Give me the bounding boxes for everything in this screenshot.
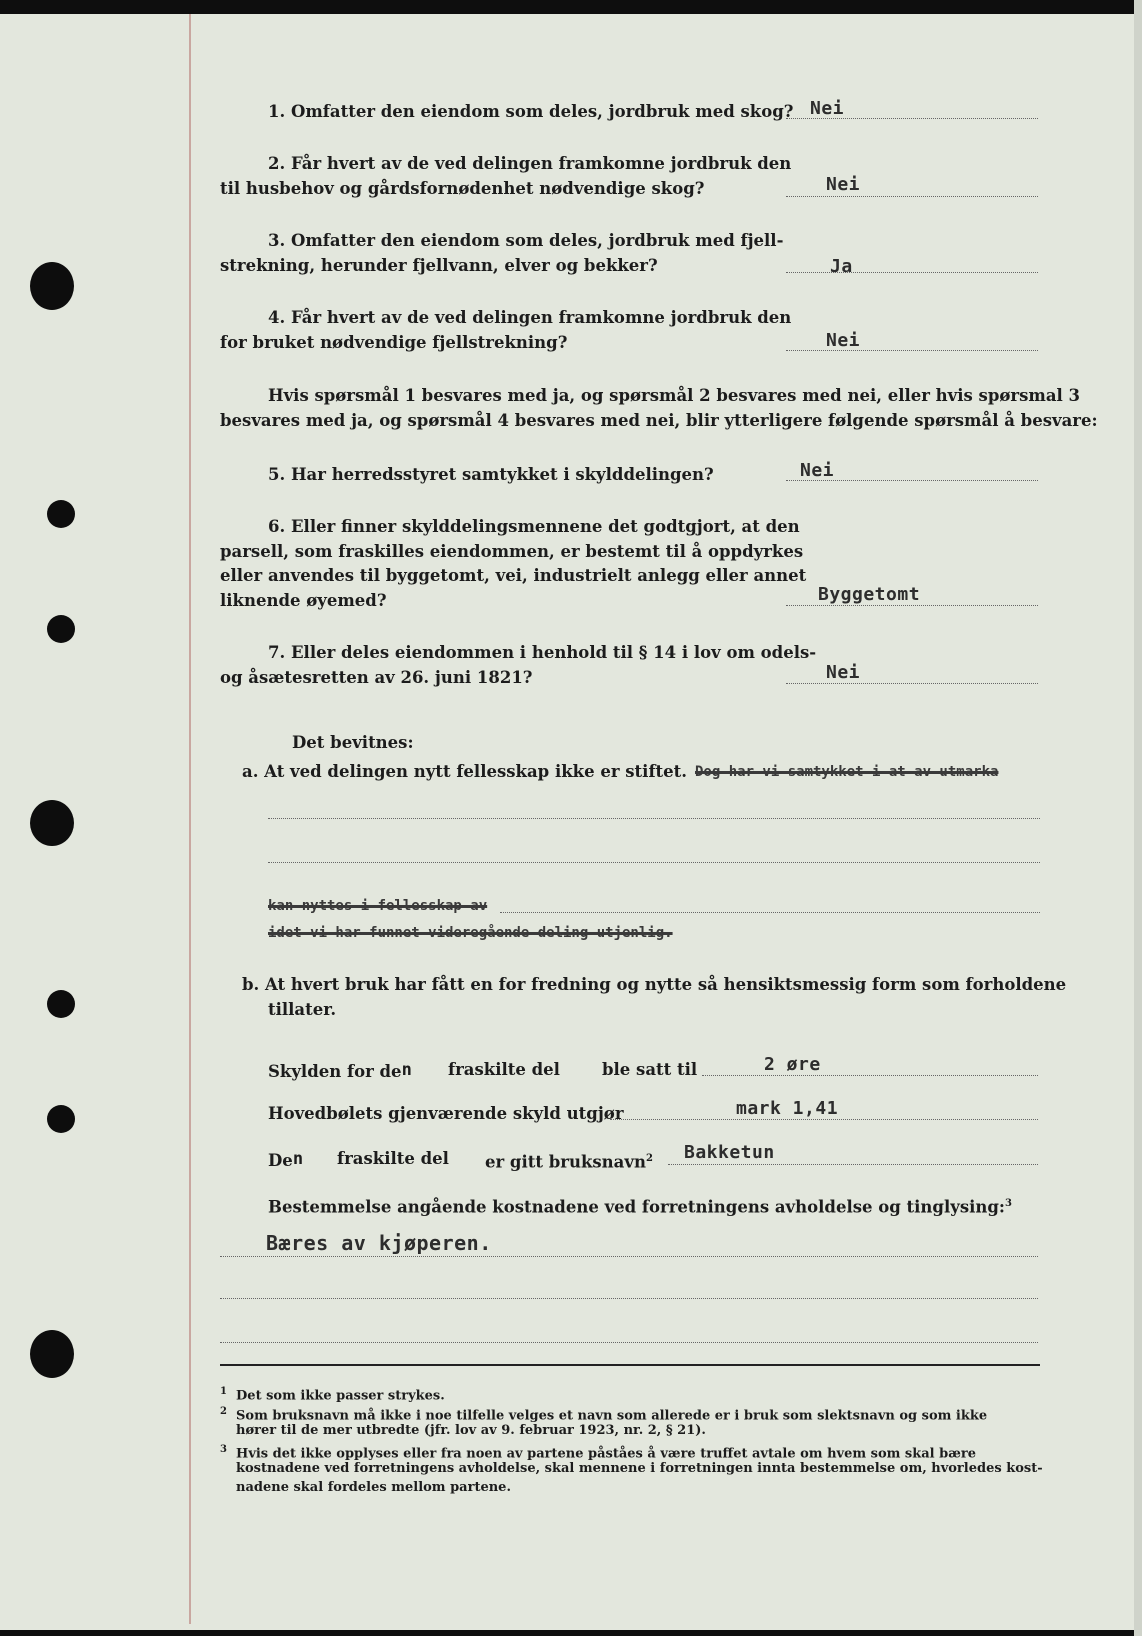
kostnader-value: Bæres av kjøperen.	[266, 1231, 492, 1255]
blank-line	[220, 1298, 1038, 1299]
skyld-label-3: Den	[268, 1149, 304, 1170]
answer-7: Nei	[826, 662, 861, 683]
skyld-label-3c: er gitt bruksnavn$^2$	[485, 1152, 653, 1172]
footnote-2-line1: $^2$ Som bruksnavn må ikke i noe tilfelle velges et navn som allerede er i bruk som slektsnavn og som ikke	[220, 1406, 988, 1424]
skyld-label-1c: ble satt til	[602, 1060, 698, 1079]
blank-line	[220, 1342, 1038, 1343]
question-4-line2: for bruket nødvendige fjellstrekning?	[220, 333, 568, 352]
answer-line	[786, 605, 1038, 606]
skyld-label-3b: fraskilte del	[337, 1149, 449, 1168]
answer-line	[786, 683, 1038, 684]
punch-hole	[47, 1105, 75, 1133]
footnote-3-line2: kostnadene ved forretningens avholdelse, skal mennene i forretningen innta bestemmelse om, hvorledes kost-	[236, 1461, 1043, 1476]
answer-5: Nei	[800, 460, 835, 481]
intro-line2: besvares med ja, og spørsmål 4 besvares med nei, blir ytterligere følgende spørsmål å besvare:	[220, 411, 1098, 430]
punch-hole	[47, 615, 75, 643]
footnote-3-line1: $^3$ Hvis det ikke opplyses eller fra noen av partene påståes å være truffet avtale om hvem som skal bære	[220, 1444, 977, 1462]
margin-line	[189, 14, 191, 1624]
question-5: 5. Har herredsstyret samtykket i skylddelingen?	[268, 465, 714, 484]
answer-3: Ja	[830, 256, 853, 277]
question-2-line2: til husbehov og gårdsfornødenhet nødvendige skog?	[220, 179, 705, 198]
answer-line	[668, 1164, 1038, 1165]
scan-right-edge	[1134, 0, 1142, 1636]
question-6-line3: eller anvendes til byggetomt, vei, industrielt anlegg eller annet	[220, 566, 807, 585]
blank-line	[268, 818, 1040, 819]
punch-hole	[30, 262, 74, 310]
answer-line	[702, 1075, 1038, 1076]
blank-line	[220, 1256, 1038, 1257]
skyld-label-1: Skylden for den	[268, 1060, 412, 1081]
skyld-label-4: Bestemmelse angående kostnadene ved forretningens avholdelse og tinglysing:$^3$	[268, 1197, 1012, 1217]
question-6-line4: liknende øyemed?	[220, 591, 387, 610]
blank-line	[268, 862, 1040, 863]
scan-bottom-edge	[0, 1630, 1142, 1636]
punch-hole	[47, 990, 75, 1018]
skyld-label-2: Hovedbølets gjenværende skyld utgjør	[268, 1104, 624, 1123]
skyld-label-1b: fraskilte del	[448, 1060, 560, 1079]
bevitnes-heading: Det bevitnes:	[292, 733, 414, 752]
answer-1: Nei	[810, 98, 845, 119]
answer-6: Byggetomt	[818, 584, 921, 605]
punch-hole	[47, 500, 75, 528]
skyld-value-2: mark 1,41	[736, 1098, 839, 1119]
question-2-line1: 2. Får hvert av de ved delingen framkomne jordbruk den	[268, 154, 792, 173]
question-3-line1: 3. Omfatter den eiendom som deles, jordbruk med fjell-	[268, 231, 784, 250]
struck-text: kan nyttes i fellesskap av	[268, 898, 488, 914]
punch-hole	[30, 800, 74, 846]
footnote-1: $^1$ Det som ikke passer strykes.	[220, 1386, 445, 1404]
intro-line1: Hvis spørsmål 1 besvares med ja, og spørsmål 2 besvares med nei, eller hvis spørsmal 3	[268, 386, 1081, 405]
answer-line	[786, 196, 1038, 197]
answer-line	[786, 272, 1038, 273]
answer-line	[610, 1119, 1038, 1120]
bruksnavn-value: Bakketun	[684, 1142, 775, 1163]
footnote-2-line2: hører til de mer utbredte (jfr. lov av 9. februar 1923, nr. 2, § 21).	[236, 1423, 706, 1438]
skyld-value-1: 2 øre	[764, 1054, 821, 1075]
question-1: 1. Omfatter den eiendom som deles, jordbruk med skog?	[268, 102, 794, 121]
blank-line	[500, 912, 1040, 913]
answer-2: Nei	[826, 174, 861, 195]
answer-4: Nei	[826, 330, 861, 351]
question-7-line2: og åsætesretten av 26. juni 1821?	[220, 668, 533, 687]
footnote-3-line3: nadene skal fordeles mellom partene.	[236, 1480, 511, 1495]
bevitnes-a: a. At ved delingen nytt fellesskap ikke er stiftet.	[242, 762, 688, 781]
bevitnes-b-line1: b. At hvert bruk har fått en for fredning og nytte så hensiktsmessig form som forholdene	[242, 975, 1067, 994]
struck-text: idet vi har funnet videregående deling utjenlig.	[268, 925, 673, 941]
answer-line	[786, 350, 1038, 351]
question-4-line1: 4. Får hvert av de ved delingen framkomne jordbruk den	[268, 308, 792, 327]
question-7-line1: 7. Eller deles eiendommen i henhold til § 14 i lov om odels-	[268, 643, 817, 662]
bevitnes-b-line2: tillater.	[268, 1000, 337, 1019]
scan-top-edge	[0, 0, 1142, 14]
struck-text: Dog har vi samtykket i at av utmarka	[695, 764, 999, 780]
footnote-rule	[220, 1364, 1040, 1366]
question-6-line2: parsell, som fraskilles eiendommen, er bestemt til å oppdyrkes	[220, 542, 804, 561]
punch-hole	[30, 1330, 74, 1378]
question-6-line1: 6. Eller finner skylddelingsmennene det godtgjort, at den	[268, 517, 800, 536]
question-3-line2: strekning, herunder fjellvann, elver og bekker?	[220, 256, 658, 275]
